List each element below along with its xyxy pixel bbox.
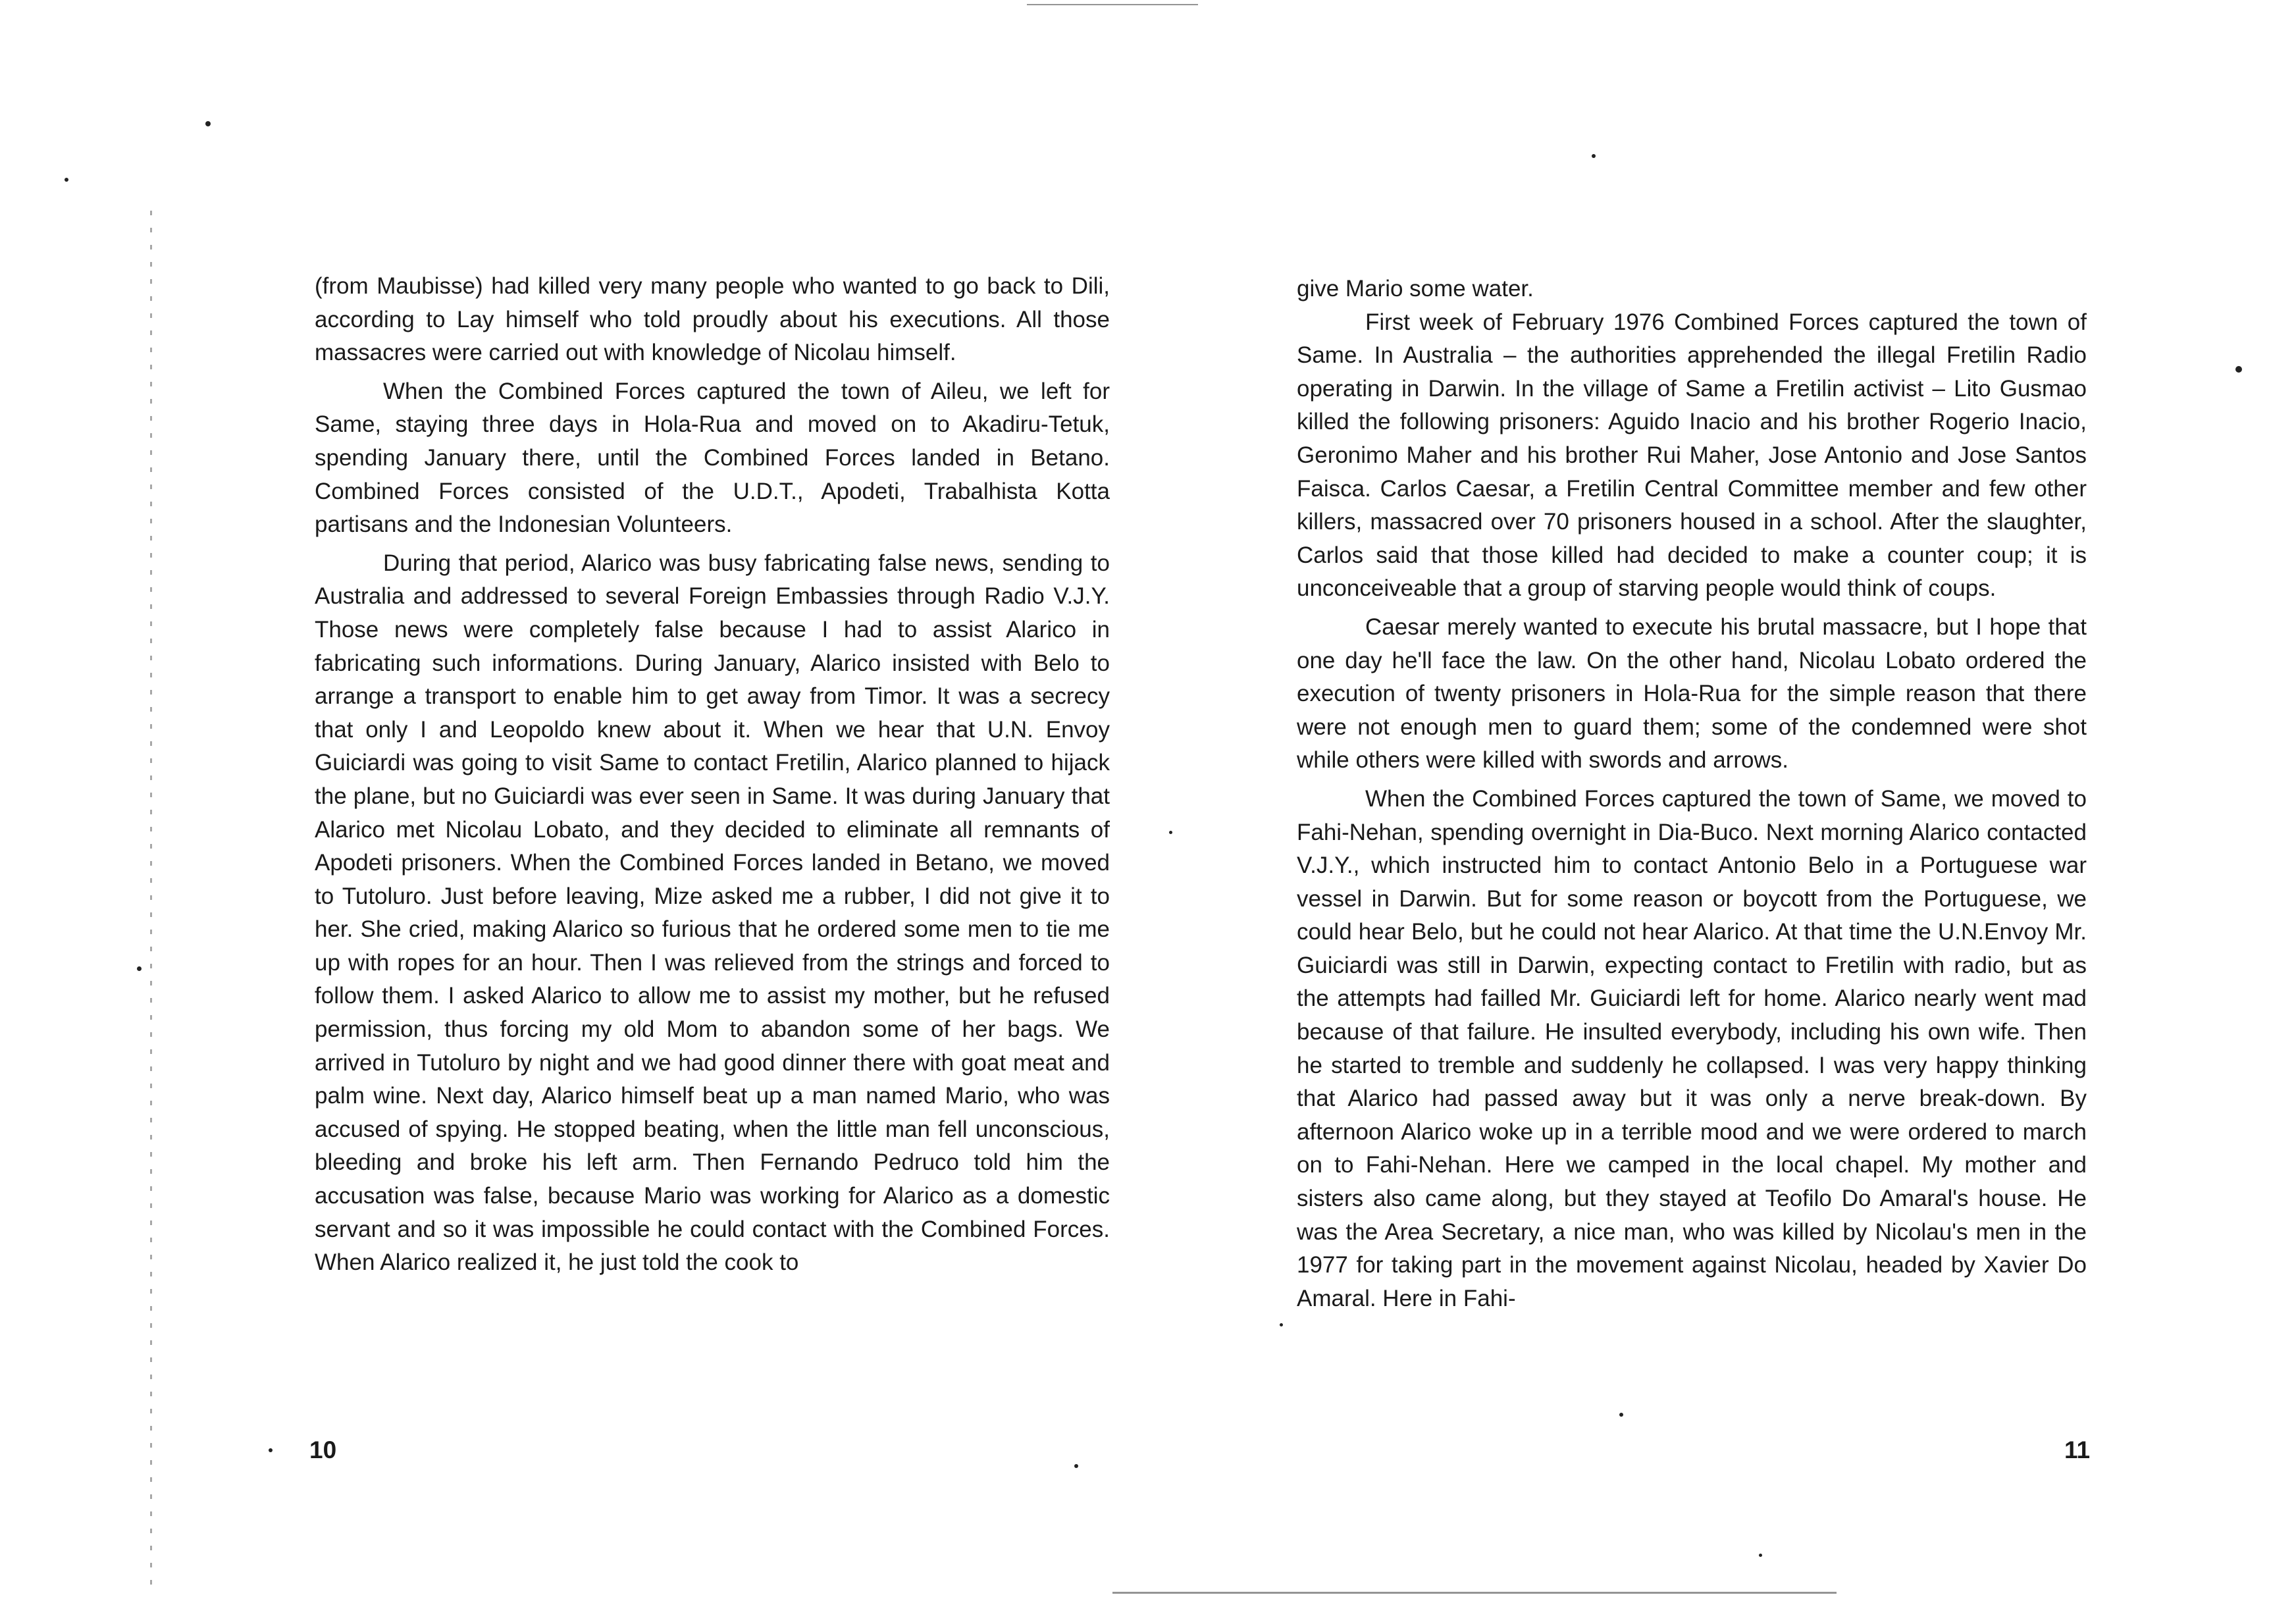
paragraph: (from Maubisse) had killed very many people who wanted to go back to Dili, according to Lay himself who told proudly about his executions. All those massacres were carried out with knowledge of Nicolau himself. bbox=[315, 273, 1110, 366]
right-body-text bbox=[1297, 273, 2087, 1315]
page-number: 10 bbox=[309, 1436, 337, 1463]
paragraph: First week of February 1976 Combined Forces captured the town of Same. In Australia – the authorities apprehended the illegal Fretilin Radio operating in Darwin. In the village of Same a Fretilin activist – Lito Gusmao killed the following prisoners: Aguido Inacio and his brother Rogerio Inacio, Geronimo Maher and his brother Rui Maher, Jose Antonio and Jose Santos Faisca. Carlos Caesar, a Fretilin Central Committee member and few other killers, massacred over 70 prisoners housed in a school. After the slaughter, Carlos said that those killed had decided to make a counter coup; it is unconceiveable that a group of starving people would think of coups. bbox=[1297, 309, 2087, 602]
paragraph: Caesar merely wanted to execute his brutal massacre, but I hope that one day he'll face the law. On the other hand, Nicolau Lobato ordered the execution of twenty prisoners in Hola-Rua for the simple reason that there were not enough men to guard them; some of the condemned were shot while others were killed with swords and arrows. bbox=[1297, 614, 2087, 774]
paragraph: When the Combined Forces captured the town of Aileu, we left for Same, staying three days in Hola-Rua and moved on to Akadiru-Tetuk, spending January there, until the Combined Forces landed in Betano. Combined Forces consisted of the U.D.T., Apodeti, Trabalhista Kotta partisans and the Indonesian Volunteers. bbox=[315, 378, 1110, 538]
right-page bbox=[1148, 0, 2296, 1601]
paragraph: During that period, Alarico was busy fabricating false news, sending to Australia and addressed to several Foreign Embassies through Radio V.J.Y. Those news were completely false because I had to assist Alarico in fabricating such informations. During January, Alarico insisted with Belo to arrange a transport to enable him to get away from Timor. It was a secrecy that only I and Leopoldo knew about it. When we hear that U.N. Envoy Guiciardi was going to visit Same to contact Fretilin, Alarico planned to hijack the plane, but no Guiciardi was ever seen in Same. It was during January that Alarico met Nicolau Lobato, and they decided to eliminate all remnants of Apodeti prisoners. When the Combined Forces landed in Betano, we moved to Tutoluro. Just before leaving, Mize asked me a rubber, I did not give it to her. She cried, making Alarico so furious that he ordered some men to tie me up with ropes for an hour. Then I was relieved from the strings and forced to follow them. I asked Alarico to allow me to assist my mother, but he refused permission, thus forcing my old Mom to abandon some of her bags. We arrived in Tutoluro by night and we had good dinner there with goat meat and palm wine. Next day, Alarico himself beat up a man named Mario, who was accused of spying. He stopped beating, when the little man fell unconscious, bleeding and broke his left arm. Then Fernando Pedruco told him the accusation was false, because Mario was working for Alarico as a domestic servant and so it was impossible he could contact with the Combined Forces. When Alarico realized it, he just told the cook to bbox=[315, 550, 1110, 1276]
page-number: 11 bbox=[2064, 1436, 2091, 1463]
left-body-text bbox=[315, 270, 1110, 1280]
paragraph: give Mario some water. bbox=[1297, 276, 1534, 302]
paragraph: When the Combined Forces captured the town of Same, we moved to Fahi-Nehan, spending overnight in Dia-Buco. Next morning Alarico contacted V.J.Y., which instructed him to contact Antonio Belo in a Portuguese war vessel in Darwin. But for some reason or boycott from the Portuguese, we could hear Belo, but he could not hear Alarico. At that time the U.N.Envoy Mr. Guiciardi was still in Darwin, expecting contact to Fretilin with radio, but as the attempts had failled Mr. Guiciardi left for home. Alarico nearly went mad because of that failure. He insulted everybody, including his own wife. Then he started to tremble and suddenly he collapsed. I was very happy thinking that Alarico had passed away but it was only a nerve break-down. By afternoon Alarico woke up in a terrible mood and we were ordered to march on to Fahi-Nehan. Here we camped in the local chapel. My mother and sisters also came along, but they stayed at Teofilo Do Amaral's house. He was the Area Secretary, a nice man, who was killed by Nicolau's men in the 1977 for taking part in the movement against Nicolau, headed by Xavier Do Amaral. Here in Fahi- bbox=[1297, 785, 2087, 1311]
